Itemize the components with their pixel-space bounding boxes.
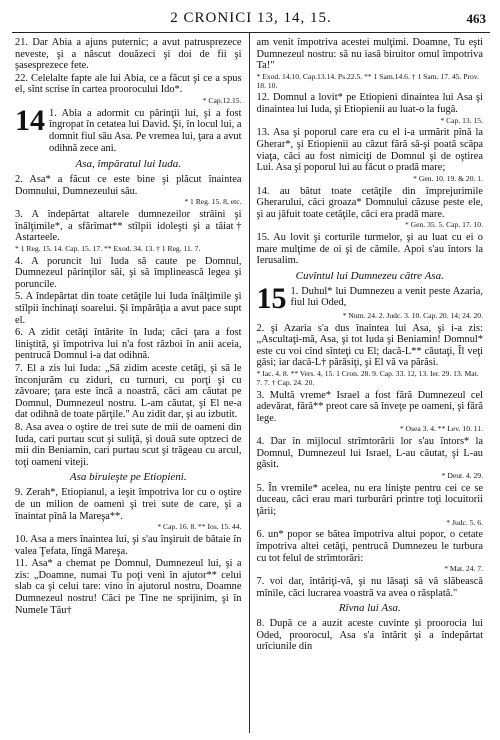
- verse-paragraph: 3. A îndepărtat altarele dumnezeilor străini şi înălţimile*, a sfărîmat** stîlpii idoleşti şi a tăiat† Astarteele.: [15, 209, 242, 244]
- right-column: [249, 33, 491, 733]
- cross-reference: * Deut. 4. 29.: [441, 471, 483, 481]
- cross-reference: * Gen. 10. 19. & 20. 1.: [413, 173, 483, 183]
- verse-paragraph: 15. Au lovit şi corturile turmelor, şi au luat cu ei o mare mulţime de oi şi de cămile. Apoi s'au întors la Ierusalim.: [256, 232, 483, 267]
- running-title: 2 CRONICI 13, 14, 15.: [170, 10, 332, 26]
- cross-reference: * Num. 24. 2. Judc. 3. 10. Cap. 20. 14; 24. 20.: [342, 310, 483, 320]
- cross-reference: * Iac. 4. 8. ** Vers. 4, 15. 1 Cron. 28. 9. Cap. 33. 12, 13. Ier. 29. 13. Mat. 7. 7. † Cap. 24. 20.: [256, 369, 479, 387]
- verse-paragraph: 8. Asa avea o oştire de trei sute de mii de oameni din Iuda, cari purtau scut şi suliţă, şi două sute optzeci de mii din Beniamin, cari purtau scut şi trăgeau cu arcul, toţi oameni viteji.: [15, 422, 242, 468]
- verse-paragraph: 9. Zerah*, Etiopianul, a ieşit împotriva lor cu o oştire de un milion de oameni şi trei sute de care, şi a înaintat pînă la Mareşa**.: [15, 487, 242, 522]
- cross-reference: * Judc. 5. 6.: [446, 517, 483, 527]
- verse-paragraph: 10. Asa a mers înaintea lui, şi s'au înşiruit de bătaie în valea Ţefata, lîngă Mareşa.: [15, 533, 242, 557]
- verse-paragraph: 4. A poruncit lui Iuda să caute pe Domnul, Dumnezeul părinţilor săi, şi să împlinească legea şi poruncile.: [15, 255, 242, 290]
- cross-reference: * Gen. 35. 5. Cap. 17. 10.: [404, 220, 483, 230]
- verse-paragraph: 5. În vremile* acelea, nu era linişte pentru cei ce se duceau, căci erau mari turburări printre toţi locuitorii ţării;: [256, 482, 483, 517]
- cross-reference: * 1 Reg. 15. 14. Cap. 15. 17. ** Exod. 34. 13. † 1 Reg. 11. 7.: [15, 243, 201, 253]
- verse-paragraph: 6. un* popor se bătea împotriva altui popor, o cetate împotriva altei cetăţi, pentrucă Dumnezeu le turbura cu tot felul de strîmtorări:: [256, 529, 483, 564]
- verse-paragraph: 7. El a zis lui Iuda: „Să zidim aceste cetăţi, şi să le înconjurăm cu ziduri, cu turnuri, cu porţi şi cu zăvoare; ţara este încă a noastră, căci am căutat pe Domnul, Dumnezeul nostru. L-am căutat, şi El ne-a dat odihnă de toate părţile." Au zidit dar, şi au izbutit.: [15, 363, 242, 421]
- verse-paragraph: 7. voi dar, întăriţi-vă, şi nu lăsaţi să vă slăbească mînile, căci lucrarea voastră va avea o răsplată.": [256, 575, 483, 599]
- cross-reference: * 1 Reg. 15. 8, etc.: [184, 197, 242, 207]
- verse-text: 1. Abia a adormit cu părinţii lui, şi a fost îngropat în cetatea lui David. Şi, în locul lui, a domnit fiul său Asa. Pe vremea lui, ţara a avut odihnă zece ani.: [49, 107, 242, 154]
- page-header: [12, 8, 490, 33]
- chapter-number: 14: [15, 103, 45, 137]
- chapter-number: 15: [256, 281, 287, 315]
- verse-paragraph: 21. Dar Abia a ajuns puternic; a avut patrusprezece neveste, şi a născut douăzeci şi doi de fii şi şasesprezece fete.: [15, 37, 242, 72]
- verse-paragraph: 5. A îndepărtat din toate cetăţile lui Iuda înălţimile şi stîlpii închinaţi soarelui. Şi împărăţia a avut pace supt el.: [15, 291, 242, 326]
- verse-paragraph: 6. A zidit cetăţi întărite în Iuda; căci ţara a fost liniştită, şi împotriva lui n'a fost război în anii aceia, pentrucă Domnul i-a dat odihnă.: [15, 327, 242, 362]
- left-column: [12, 33, 249, 733]
- verse-text: 1. Duhul* lui Dumnezeu a venit peste Azaria, fiul lui Oded,: [290, 285, 483, 309]
- cross-reference: * Osea 3. 4. ** Lev. 10. 11.: [399, 424, 483, 434]
- verse-paragraph: 3. Multă vreme* Israel a fost fără Dumnezeul cel adevărat, fără** preot care să înveţe pe oameni, şi fără lege.: [256, 389, 483, 424]
- verse-paragraph: 2. Asa* a făcut ce este bine şi plăcut înaintea Domnului, Dumnezeului său.: [15, 174, 242, 197]
- section-heading: Rîvna lui Asa.: [338, 602, 401, 615]
- cross-reference: * Cap. 13. 15.: [440, 115, 483, 125]
- section-heading: Cuvîntul lui Dumnezeu către Asa.: [295, 269, 444, 282]
- page-number: 463: [466, 11, 486, 26]
- verse-paragraph: 2. şi Azaria s'a dus înaintea lui Asa, şi i-a zis: „Ascultaţi-mă, Asa, şi tot Iuda şi Beniamin! Domnul* este cu voi cînd sînteţi cu El; dacă-L** căutaţi, Îl veţi găsi; iar dacă-L† părăsiţi, şi El vă va părăsi.: [256, 322, 483, 369]
- section-heading: Asa, împăratul lui Iuda.: [75, 158, 181, 171]
- cross-reference: * Cap.12.15.: [202, 95, 242, 105]
- verse-paragraph: 11. Asa* a chemat pe Domnul, Dumnezeul lui, şi a zis: „Doamne, numai Tu poţi veni în ajutor** celui slab ca şi celui tare: vino în ajutorul nostru, Doamne Dumnezeul nostru! Căci pe Tine ne sprijinim, şi în Numele Tău†: [15, 558, 242, 616]
- cross-reference: * Exod. 14.10. Cap.13.14. Ps.22.5. ** 1 Sam.14.6. † 1 Sam. 17. 45. Prov. 18. 10.: [256, 71, 479, 90]
- chapter-start: [15, 103, 242, 155]
- verse-paragraph: 8. După ce a auzit aceste cuvinte şi proorocia lui Oded, proorocul, Asa s'a întărit şi a îndepărtat urîciunile din: [256, 618, 483, 653]
- verse-paragraph: 22. Celelalte fapte ale lui Abia, ce a făcut şi ce a spus el, sînt scrise în cartea proorocului Ido*.: [15, 72, 242, 96]
- verse-paragraph: 12. Domnul a lovit* pe Etiopieni dinaintea lui Asa şi dinaintea lui Iuda, şi Etiopienii au luat-o la fugă.: [256, 92, 483, 115]
- verse-paragraph: 14. au bătut toate cetăţile din împrejurimile Gherarului, căci groaza* Domnului căzuse peste ele, şi au jăfuit toate cetăţile, căci era pradă mare.: [256, 185, 483, 220]
- verse-paragraph: am venit împotriva acestei mulţimi. Doamne, Tu eşti Dumnezeul nostru: să nu iasă biruitor omul împotriva Ta!": [256, 37, 483, 72]
- verse-paragraph: 4. Dar în mijlocul strîmtorării lor s'au întors* la Domnul, Dumnezeul lui Israel, L-au căutat, şi L-au găsit.: [256, 436, 483, 471]
- cross-reference: * Mat. 24. 7.: [444, 564, 483, 574]
- cross-reference: * Cap. 16. 8. ** Ios. 15. 44.: [157, 522, 242, 532]
- verse-paragraph: 13. Asa şi poporul care era cu el i-a urmărit pînă la Gherar*, şi Etiopienii au căzut fără să-şi poată scăpa viaţa, căci au fost nimiciţi de Domnul şi de oştirea Lui. Asa şi poporul lui au făcut o pradă mare;: [256, 127, 483, 174]
- section-heading: Asa biruieşte pe Etiopieni.: [69, 471, 187, 484]
- text-columns: [12, 33, 490, 733]
